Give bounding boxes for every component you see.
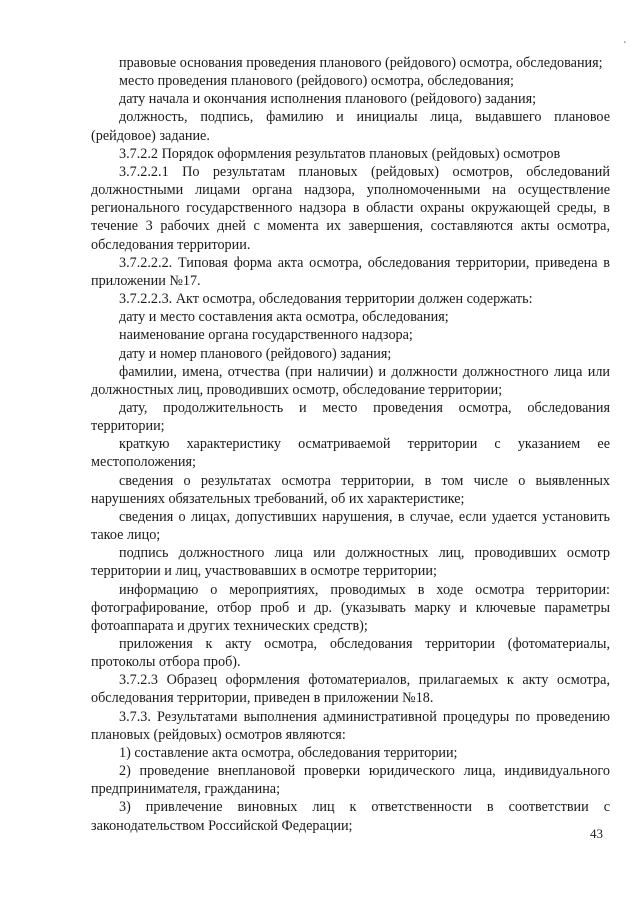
paragraph: 3.7.2.3 Образец оформления фотоматериалов, прилагаемых к акту осмотра, обследования территории, приведен в приложении №18. bbox=[91, 672, 610, 707]
list-item: краткую характеристику осматриваемой территории с указанием ее местоположения; bbox=[91, 436, 610, 471]
list-item: наименование органа государственного надзора; bbox=[119, 327, 413, 344]
paragraph: должность, подпись, фамилию и инициалы лица, выдавшего плановое (рейдовое) задание. bbox=[91, 109, 610, 144]
numbered-item: 1) составление акта осмотра, обследования территории; bbox=[119, 744, 458, 761]
numbered-item: 3) привлечение виновных лиц к ответственности в соответствии с законодательством Российской Федерации; bbox=[91, 799, 610, 834]
paragraph: 3.7.2.2.2. Типовая форма акта осмотра, обследования территории, приведена в приложении №17. bbox=[91, 254, 610, 289]
list-item: информацию о мероприятиях, проводимых в ходе осмотра территории: фотографирование, отбор проб и др. (указывать марку и ключевые параметры фотоаппарата и других технических средств); bbox=[91, 581, 610, 634]
section-heading: 3.7.2.2 Порядок оформления результатов плановых (рейдовых) осмотров bbox=[119, 145, 561, 162]
list-item: сведения о результатах осмотра территории, в том числе о выявленных нарушениях обязательных требований, об их характеристике; bbox=[91, 472, 610, 507]
list-item: фамилии, имена, отчества (при наличии) и должности должностного лица или должностных лиц, проводивших осмотр, обследование территории; bbox=[91, 363, 610, 398]
list-item: дату и место составления акта осмотра, обследования; bbox=[119, 309, 449, 326]
paragraph: дату начала и окончания исполнения планового (рейдового) задания; bbox=[119, 91, 537, 108]
page-number: 43 bbox=[590, 826, 603, 841]
paragraph: место проведения планового (рейдового) осмотра, обследования; bbox=[119, 73, 514, 90]
list-item: дату, продолжительность и место проведения осмотра, обследования территории; bbox=[91, 399, 610, 435]
paragraph: 3.7.2.2.3. Акт осмотра, обследования территории должен содержать: bbox=[119, 291, 533, 308]
numbered-item: 2) проведение внеплановой проверки юридического лица, индивидуального предпринимателя, гражданина; bbox=[91, 763, 610, 798]
paragraph: 3.7.3. Результатами выполнения административной процедуры по проведению плановых (рейдовых) осмотров являются: bbox=[91, 708, 610, 743]
list-item: приложения к акту осмотра, обследования территории (фотоматериалы, протоколы отбора проб). bbox=[91, 636, 610, 671]
list-item: подпись должностного лица или должностных лиц, проводивших осмотр территории и лиц, участвовавших в осмотре территории; bbox=[91, 545, 610, 580]
document-body bbox=[91, 54, 610, 835]
list-item: дату и номер планового (рейдового) задания; bbox=[119, 345, 392, 362]
paragraph: 3.7.2.2.1 По результатам плановых (рейдовых) осмотров, обследований должностными лицами органа надзора, уполномоченными на осуществление регионального государственного надзора в области охраны окружающей среды, в течение 3 рабочих дней с момента их завершения, составляются акты осмотра, обследования территории. bbox=[91, 163, 610, 253]
paragraph: правовые основания проведения планового (рейдового) осмотра, обследования; bbox=[119, 55, 603, 71]
margin-mark: ' bbox=[624, 40, 626, 51]
list-item: сведения о лицах, допустивших нарушения, в случае, если удается установить такое лицо; bbox=[91, 508, 610, 544]
